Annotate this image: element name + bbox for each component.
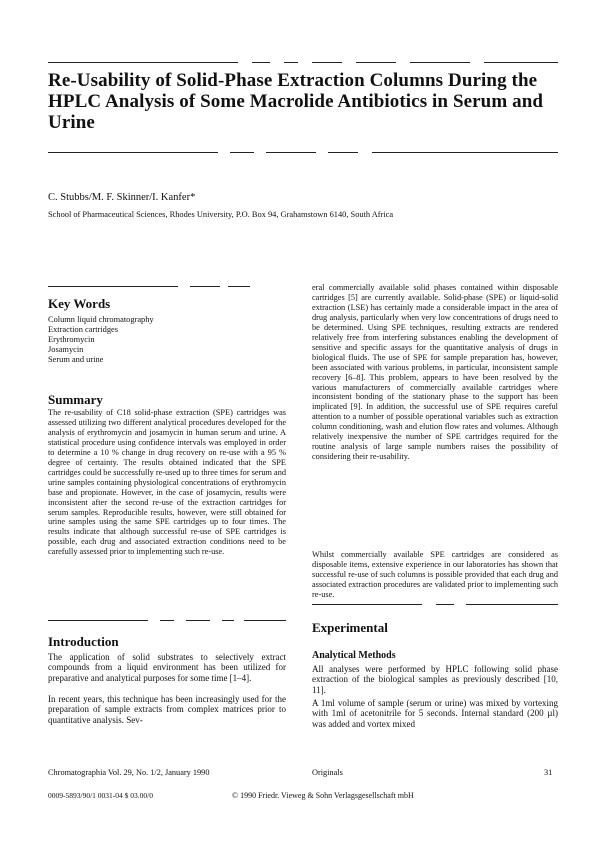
intro-rule xyxy=(160,620,174,621)
article-code: 0009-5893/90/1 0031-04 $ 03.00/0 xyxy=(48,791,153,800)
top-rule xyxy=(356,62,396,63)
intro-rule xyxy=(186,620,210,621)
body-paragraph: eral commercially available solid phases contained within disposable cartridges [5] are currently available. Solid-phase (SPE) or liquid-solid extraction (LSE) has certainly made a considerable impact in the area of drug analysis, particularly when very low concentrations of drugs need to be determined. Using SPE techniques, resulting extracts are rendered relatively free from interfering substances enabling the development of sensitive and specific assays for the quantitative analysis of drugs in biological fluids. The use of SPE for sample preparation has, however, been associated with various problems, in particular, inconsistent sample recovery [6–8]. This problem, appears to have been resolved by the various manufacturers of commercially available cartridges where inconsistent bonding of the stationary phase to the support has been implicated [9]. In addition, the successful use of SPE requires careful attention to a number of possible operational variables such as extraction column conditioning, wash and elution flow rates and volumes. Although relatively inexpensive the number of SPE cartridges required for the routine analysis of large sample numbers raises the possibility of considering their re-usability. xyxy=(312,283,558,462)
experimental-rule xyxy=(312,604,422,605)
copyright: © 1990 Friedr. Vieweg & Sohn Verlagsgesellschaft mbH xyxy=(232,791,414,800)
introduction-paragraph: In recent years, this technique has been increasingly used for the preparation of sample extracts from complex matrices prior to quantitative analysis. Sev- xyxy=(48,694,286,725)
top-rule xyxy=(312,62,342,63)
keywords-rule xyxy=(190,286,220,287)
experimental-paragraph: All analyses were performed by HPLC following solid phase extraction of the biological samples as previously described [10, 11]. xyxy=(312,664,558,695)
experimental-paragraph: A 1ml volume of sample (serum or urine) was mixed by vortexing with 1ml of acetonitrile for 5 seconds. Internal standard (200 µl) was added and vortex mixed xyxy=(312,698,558,729)
keyword-item: Josamycin xyxy=(48,345,84,354)
experimental-rule xyxy=(436,604,454,605)
title-rule xyxy=(266,152,316,153)
title-rule xyxy=(48,152,218,153)
page-number: 31 xyxy=(544,768,553,777)
introduction-paragraph: The application of solid substrates to selectively extract compounds from a liquid environment has been utilized for preparative and analytical purposes for some time [1–4]. xyxy=(48,652,286,683)
experimental-rule xyxy=(466,604,558,605)
article-type: Originals xyxy=(312,768,343,777)
summary-text: The re-usability of C18 solid-phase extraction (SPE) cartridges was assessed utilizing two different analytical procedures developed for the analysis of erythromycin and josamycin in human serum and urine. A statistical procedure using confidence intervals was employed in order to determine a 10 % change in drug recovery on re-use with a 95 % degree of certainty. The results obtained indicated that the SPE cartridges could be successfully re-used up to three times for serum and urine samples containing physiological concentrations of erythromycin base and propionate. However, in the case of josamycin, results were inconsistent after the second re-use of the extraction cartridges for serum samples. Reproducible results, however, were still obtained for urine samples using the same SPE cartridges up to four times. The results indicate that although successful re-use of SPE cartridges is possible, each drug and associated extraction conditions need to be carefully assessed prior to implementing such re-use. xyxy=(48,408,286,557)
top-rule xyxy=(484,62,558,63)
top-rule xyxy=(252,62,270,63)
keywords-rule xyxy=(48,286,178,287)
experimental-heading: Experimental xyxy=(312,620,388,635)
affiliation: School of Pharmaceutical Sciences, Rhodes University, P.O. Box 94, Grahamstown 6140, South Africa xyxy=(48,210,394,219)
top-rule xyxy=(284,62,298,63)
keywords-list xyxy=(48,315,154,365)
keyword-item: Erythromycin xyxy=(48,335,95,344)
journal-reference: Chromatographia Vol. 29, No. 1/2, January 1990 xyxy=(48,768,210,777)
keywords-heading: Key Words xyxy=(48,296,111,311)
intro-rule xyxy=(222,620,234,621)
title-rule xyxy=(230,152,254,153)
keywords-rule xyxy=(228,286,250,287)
keyword-item: Extraction cartridges xyxy=(48,325,118,334)
authors: C. Stubbs/M. F. Skinner/I. Kanfer* xyxy=(48,192,196,203)
summary-heading: Summary xyxy=(48,392,103,407)
title-rule xyxy=(328,152,358,153)
keyword-item: Serum and urine xyxy=(48,355,104,364)
analytical-methods-heading: Analytical Methods xyxy=(312,650,396,661)
top-rule xyxy=(48,62,238,63)
intro-rule xyxy=(244,620,286,621)
paper-title: Re-Usability of Solid-Phase Extraction Columns During the HPLC Analysis of Some Macrolide Antibiotics in Serum and Urine xyxy=(48,70,544,133)
body-paragraph: Whilst commercially available SPE cartridges are considered as disposable items, extensive experience in our laboratories has shown that successful re-use of such columns is possible provided that each drug and associated extraction procedures are validated prior to implementing such re-use. xyxy=(312,550,558,599)
introduction-heading: Introduction xyxy=(48,634,119,649)
title-rule xyxy=(372,152,558,153)
top-rule xyxy=(410,62,470,63)
intro-rule xyxy=(48,620,148,621)
keyword-item: Column liquid chromatography xyxy=(48,315,154,324)
